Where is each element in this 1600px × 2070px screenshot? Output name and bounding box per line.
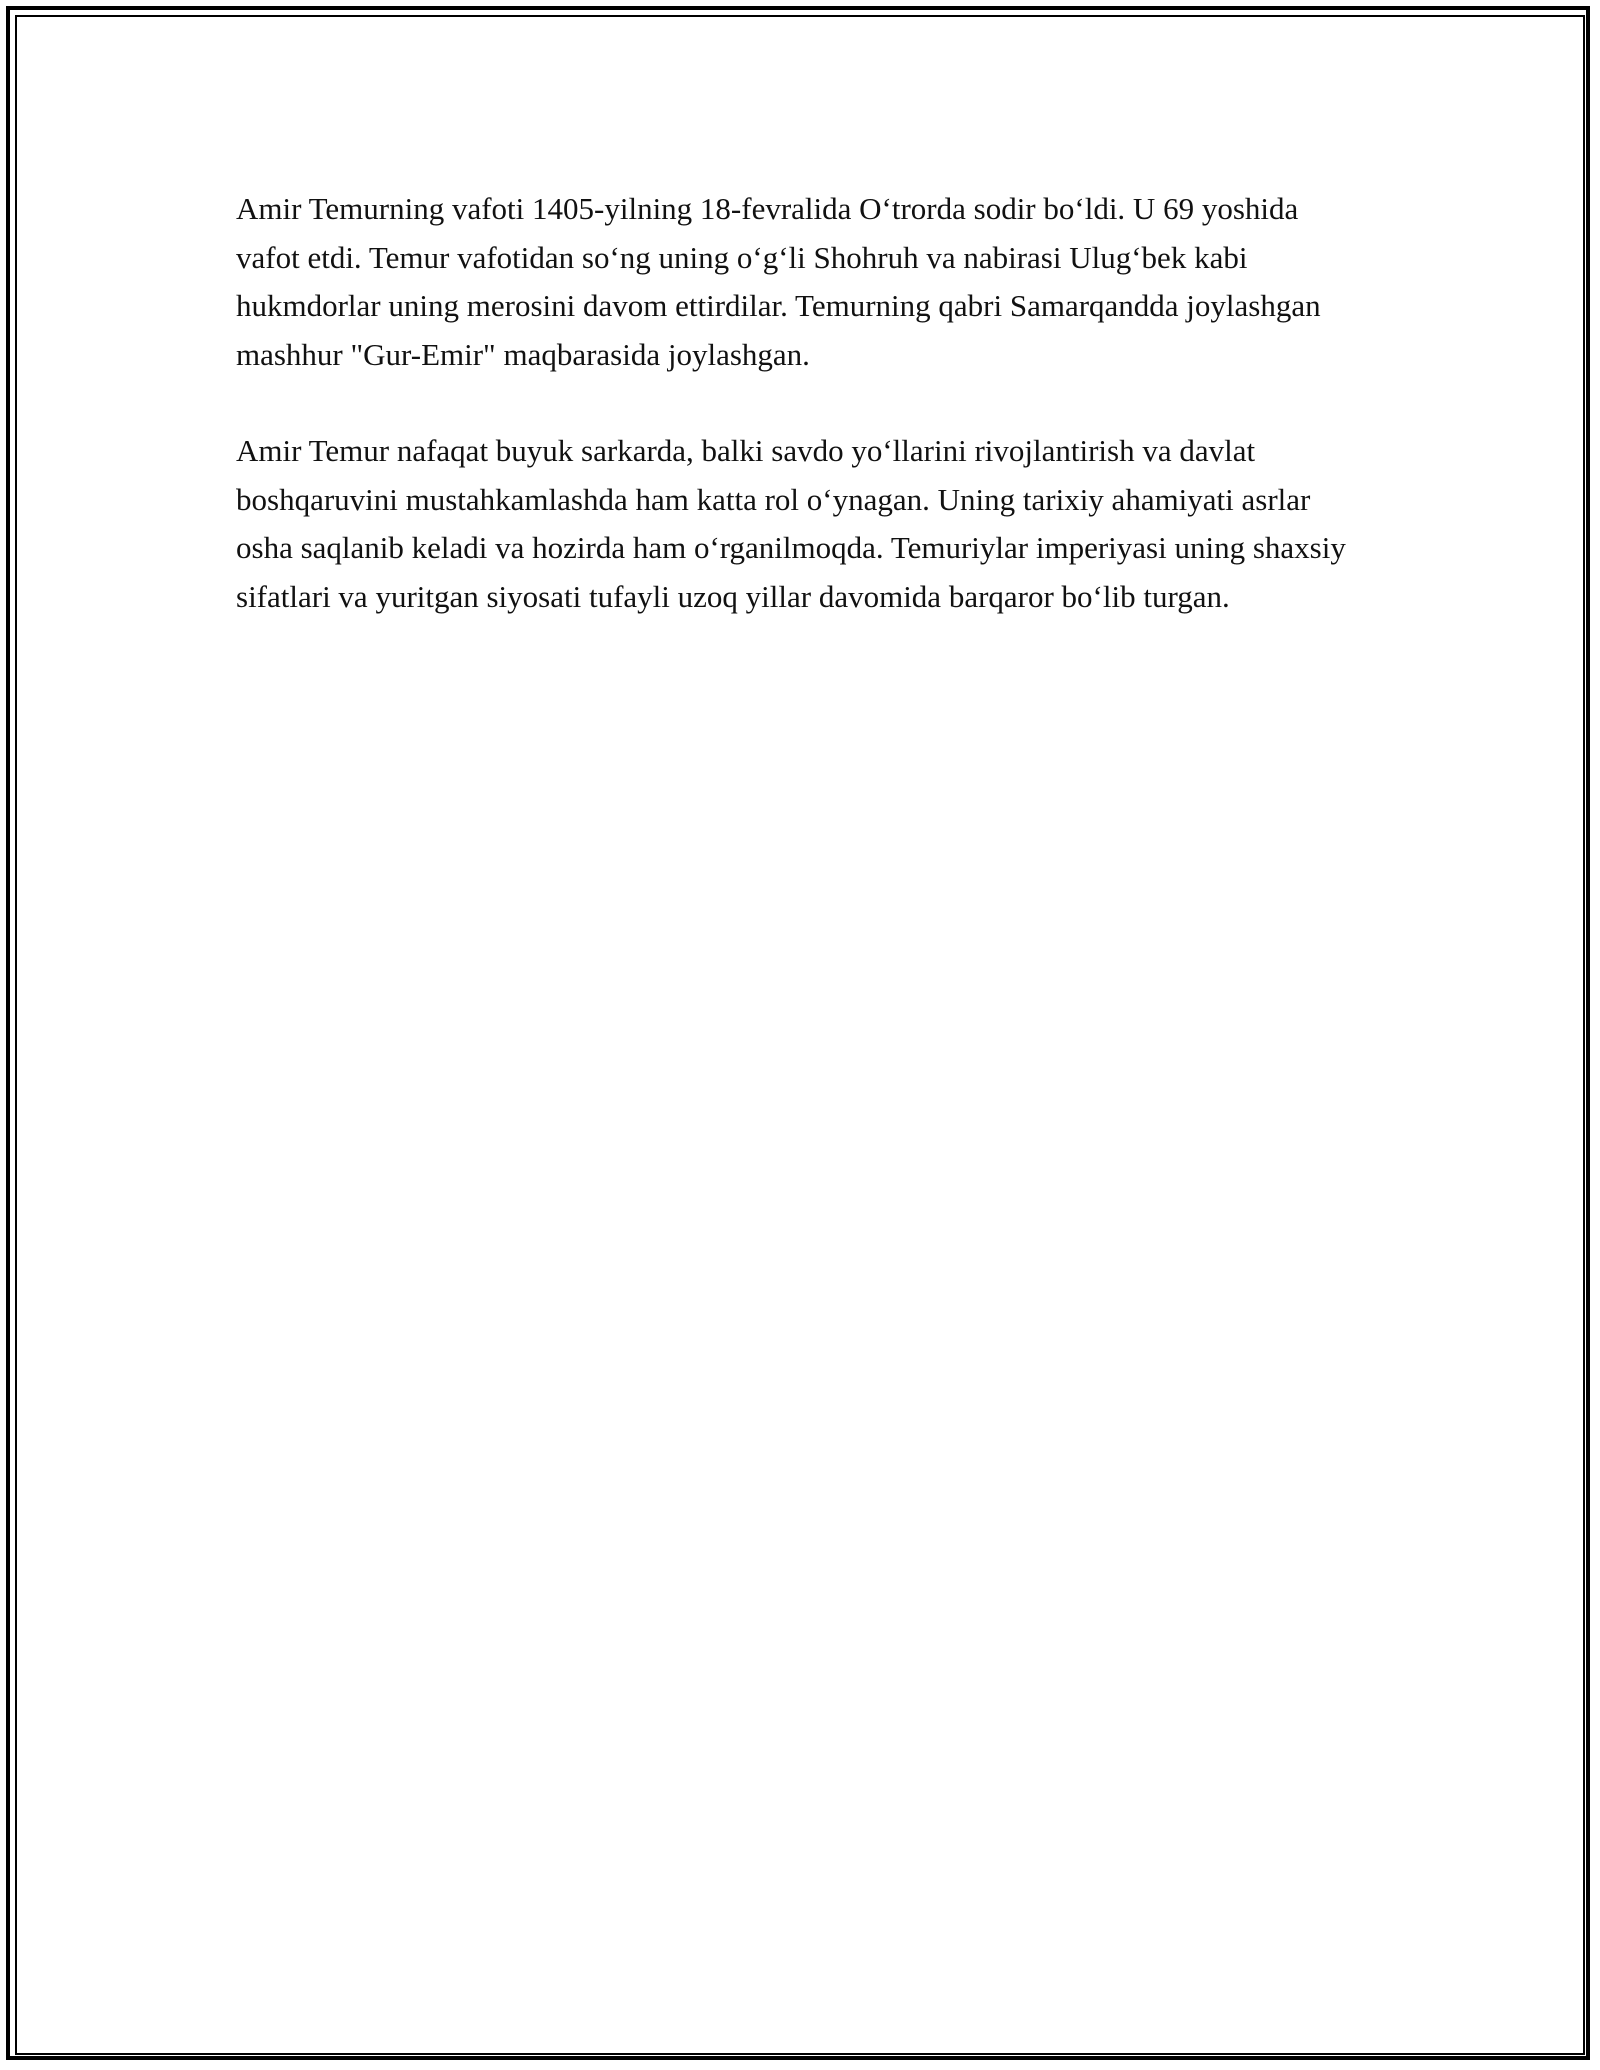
document-body [236,185,1366,669]
paragraph-2: Amir Temur nafaqat buyuk sarkarda, balki savdo yo‘llarini rivojlantirish va davlat boshqaruvini mustahkamlashda ham katta rol o‘ynagan. Uning tarixiy ahamiyati asrlar osha saqlanib keladi va hozirda ham o‘rganilmoqda. Temuriylar imperiyasi uning shaxsiy sifatlari va yuritgan siyosati tufayli uzoq yillar davomida barqaror bo‘lib turgan. [236,433,1346,614]
paragraph-1: Amir Temurning vafoti 1405-yilning 18-fevralida O‘trorda sodir bo‘ldi. U 69 yoshida vafot etdi. Temur vafotidan so‘ng uning o‘g‘li Shohruh va nabirasi Ulug‘bek kabi hukmdorlar uning merosini davom ettirdilar. Temurning qabri Samarqandda joylashgan mashhur "Gur-Emir" maqbarasida joylashgan. [236,191,1321,372]
